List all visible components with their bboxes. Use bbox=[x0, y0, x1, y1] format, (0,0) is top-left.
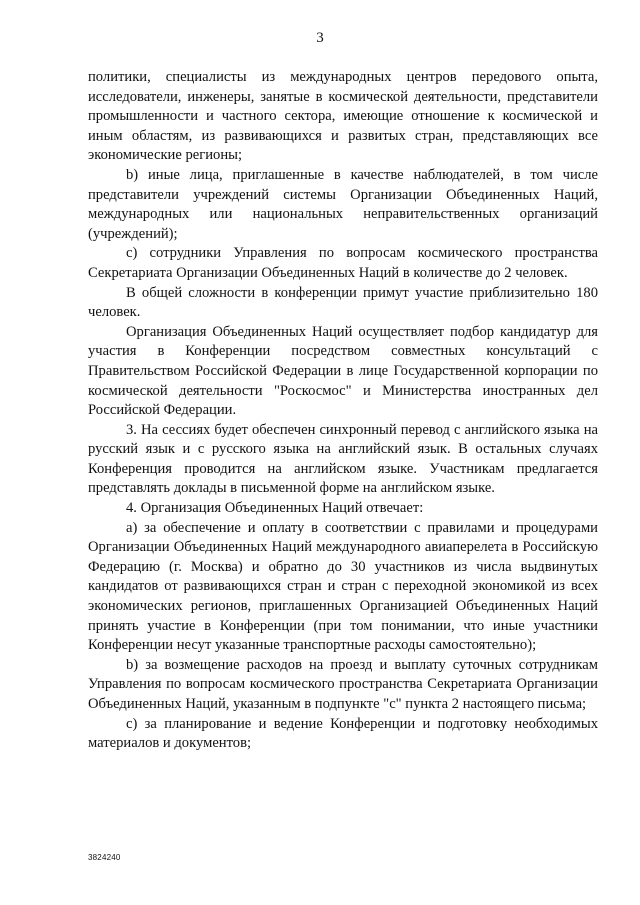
paragraph-item-b-observers: b) иные лица, приглашенные в качестве наблюдателей, в том числе представители учреждений системы Организации Объединенных Наций, международных или национальных неправительственных организаций (учреждений); bbox=[88, 166, 598, 242]
paragraph-continuation: политики, специалисты из международных центров передового опыта, исследователи, инженеры, занятые в космической деятельности, представители промышленности и частного сектора, имеющие отношение к космической и иным областям, из развивающихся и развитых стран, представляющих все экономические регионы; bbox=[88, 69, 598, 164]
paragraph-section-4-heading: 4. Организация Объединенных Наций отвечает: bbox=[126, 500, 424, 517]
paragraph-item-c-planning: c) за планирование и ведение Конференции и подготовку необходимых материалов и документов; bbox=[88, 715, 598, 752]
page-number: 3 bbox=[316, 30, 324, 46]
paragraph-section-3-translation: 3. На сессиях будет обеспечен синхронный перевод с английского языка на русский язык и с русского языка на английский язык. В остальных случаях Конференция проводится на английском языке. Участникам предлагается представлять доклады в письменной форме на английском языке. bbox=[88, 421, 598, 497]
paragraph-item-c-staff: c) сотрудники Управления по вопросам космического пространства Секретариата Организации Объединенных Наций в количестве до 2 человек. bbox=[88, 245, 598, 281]
document-id: 3824240 bbox=[88, 853, 121, 862]
document-body bbox=[88, 68, 598, 754]
paragraph-item-a-airfare: a) за обеспечение и оплату в соответствии с правилами и процедурами Организации Объединенных Наций международного авиаперелета в Российскую Федерацию (г. Москва) и обратно до 30 участников из числа выдвинутых кандидатов от развивающихся стран и стран с переходной экономикой из всех экономических регионов, приглашенных Организацией Объединенных Наций принять участие в Конференции (при том понимании, что иные участники Конференции несут указанные транспортные расходы самостоятельно); bbox=[88, 519, 598, 654]
paragraph-candidate-selection: Организация Объединенных Наций осуществляет подбор кандидатур для участия в Конференции посредством совместных консультаций с Правительством Российской Федерации в лице Государственной корпорации по космической деятельности "Роскосмос" и Министерства иностранных дел Российской Федерации. bbox=[88, 323, 598, 419]
paragraph-total-participants: В общей сложности в конференции примут участие приблизительно 180 человек. bbox=[88, 284, 598, 321]
paragraph-item-b-expenses: b) за возмещение расходов на проезд и выплату суточных сотрудникам Управления по вопросам космического пространства Секретариата Организации Объединенных Наций, указанным в подпункте "c" пункта 2 настоящего письма; bbox=[88, 656, 598, 712]
